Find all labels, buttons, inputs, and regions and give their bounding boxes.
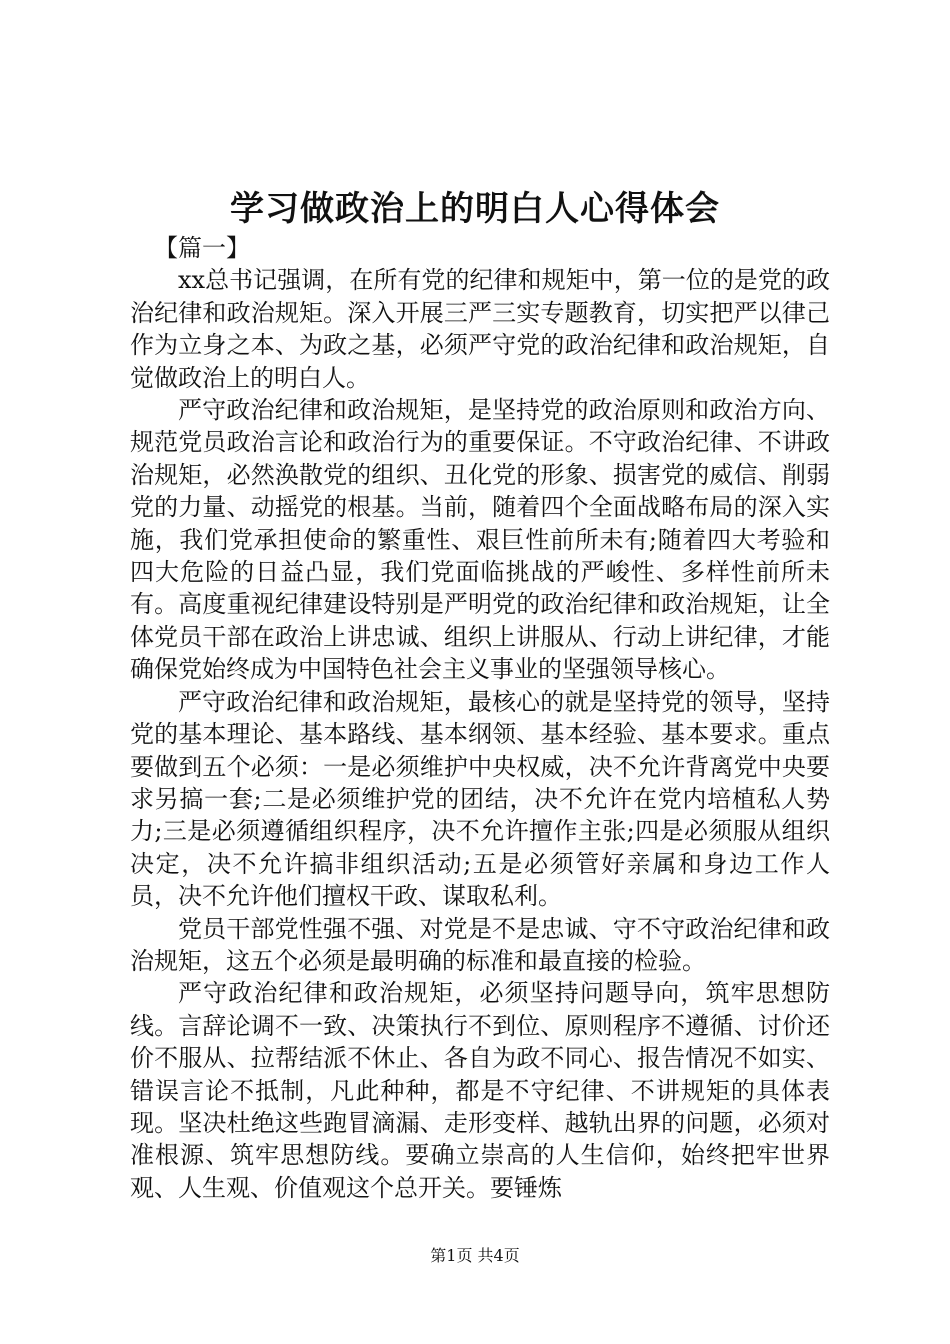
section-label: 【篇一】 — [154, 234, 250, 262]
paragraph-3: 严守政治纪律和政治规矩，最核心的就是坚持党的领导，坚持党的基本理论、基本路线、基本纲领、基本经验、基本要求。重点要做到五个必须：一是必须维护中央权威，决不允许背离党中央要求另搞一套;二是必须维护党的团结，决不允许在党内培植私人势力;三是必须遵循组织程序，决不允许擅作主张;四是必须服从组织决定，决不允许搞非组织活动;五是必须管好亲属和身边工作人员，决不允许他们擅权干政、谋取私利。 — [130, 687, 830, 911]
paragraph-4: 党员干部党性强不强、对党是不是忠诚、守不守政治纪律和政治规矩，这五个必须是最明确的标准和最直接的检验。 — [130, 914, 830, 975]
paragraph-5: 严守政治纪律和政治规矩，必须坚持问题导向，筑牢思想防线。言辞论调不一致、决策执行不到位、原则程序不遵循、讨价还价不服从、拉帮结派不休止、各自为政不同心、报告情况不如实、错误言论不抵制，凡此种种，都是不守纪律、不讲规矩的具体表现。坚决杜绝这些跑冒滴漏、走形变样、越轨出界的问题，必须对准根源、筑牢思想防线。要确立崇高的人生信仰，始终把牢世界观、人生观、价值观这个总开关。要锤炼 — [130, 979, 830, 1202]
document-title: 学习做政治上的明白人心得体会 — [230, 189, 720, 229]
document-body — [130, 232, 830, 1204]
paragraph-1: xx总书记强调，在所有党的纪律和规矩中，第一位的是党的政治纪律和政治规矩。深入开展三严三实专题教育，切实把严以律己作为立身之本、为政之基，必须严守党的政治纪律和政治规矩，自觉做政治上的明白人。 — [130, 266, 830, 392]
page-footer: 第1页 共4页 — [430, 1246, 520, 1265]
paragraph-2: 严守政治纪律和政治规矩，是坚持党的政治原则和政治方向、规范党员政治言论和政治行为的重要保证。不守政治纪律、不讲政治规矩，必然涣散党的组织、丑化党的形象、损害党的威信、削弱党的力量、动摇党的根基。当前，随着四个全面战略布局的深入实施，我们党承担使命的繁重性、艰巨性前所未有;随着四大考验和四大危险的日益凸显，我们党面临挑战的严峻性、多样性前所未有。高度重视纪律建设特别是严明党的政治纪律和政治规矩，让全体党员干部在政治上讲忠诚、组织上讲服从、行动上讲纪律，才能确保党始终成为中国特色社会主义事业的坚强领导核心。 — [130, 396, 830, 684]
